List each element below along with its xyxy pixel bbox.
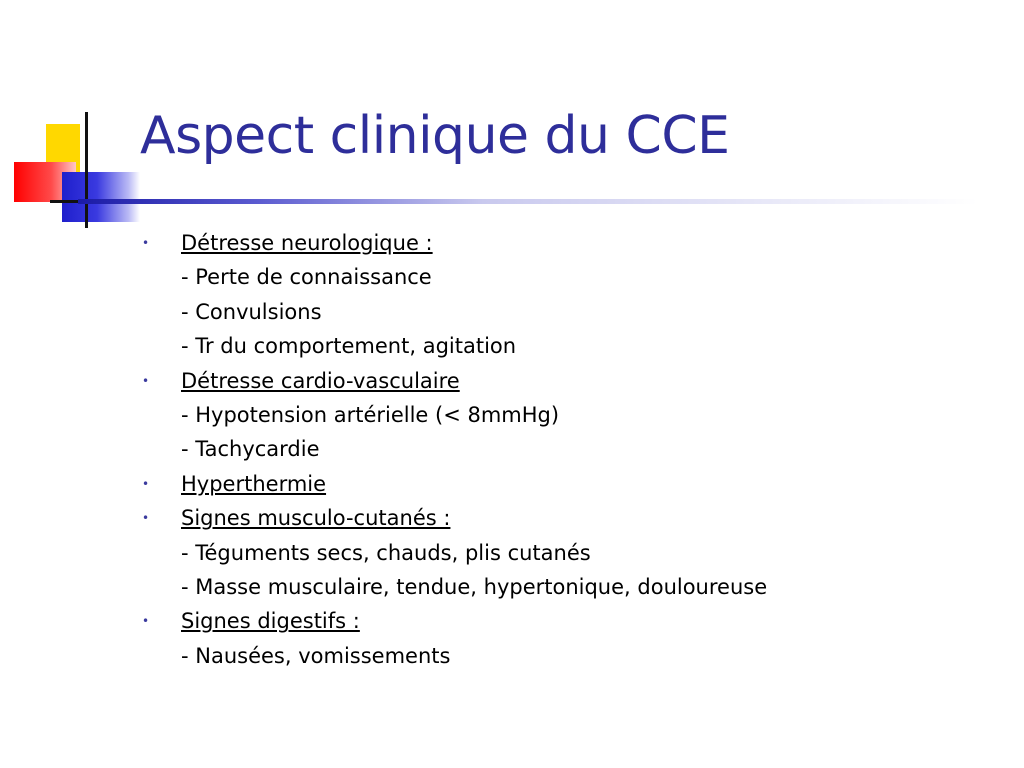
- logo-vertical-line: [85, 112, 88, 228]
- item-detail: - Tachycardie: [181, 437, 320, 462]
- item-detail: - Masse musculaire, tendue, hypertonique, douloureuse: [181, 575, 768, 600]
- bullet-list: [140, 226, 1000, 673]
- item-detail: - Nausées, vomissements: [181, 643, 451, 668]
- item-detail: - Perte de connaissance: [181, 265, 432, 290]
- item-heading: Signes digestifs :: [181, 609, 360, 634]
- bullet-icon: •: [142, 511, 150, 526]
- list-item: [140, 226, 1000, 364]
- item-heading: Signes musculo-cutanés :: [181, 506, 451, 531]
- title-underline-rule: [78, 199, 978, 204]
- bullet-icon: •: [142, 614, 150, 629]
- slide-title: Aspect clinique du CCE: [140, 106, 730, 166]
- item-heading: Détresse cardio-vasculaire: [181, 368, 460, 393]
- decorative-logo: [0, 100, 160, 240]
- bullet-icon: •: [142, 236, 150, 250]
- item-detail: - Hypotension artérielle (< 8mmHg): [181, 403, 560, 428]
- list-item: [140, 467, 1000, 501]
- list-item: [140, 604, 1000, 673]
- bullet-icon: •: [142, 373, 150, 388]
- bullet-icon: •: [142, 476, 150, 491]
- item-detail: - Convulsions: [181, 299, 322, 324]
- item-heading: Détresse neurologique :: [181, 231, 433, 255]
- item-detail: - Téguments secs, chauds, plis cutanés: [181, 540, 591, 565]
- list-item: [140, 364, 1000, 467]
- list-item: [140, 501, 1000, 604]
- logo-blue-square: [62, 172, 140, 222]
- item-heading: Hyperthermie: [181, 471, 327, 496]
- item-detail: - Tr du comportement, agitation: [181, 334, 517, 359]
